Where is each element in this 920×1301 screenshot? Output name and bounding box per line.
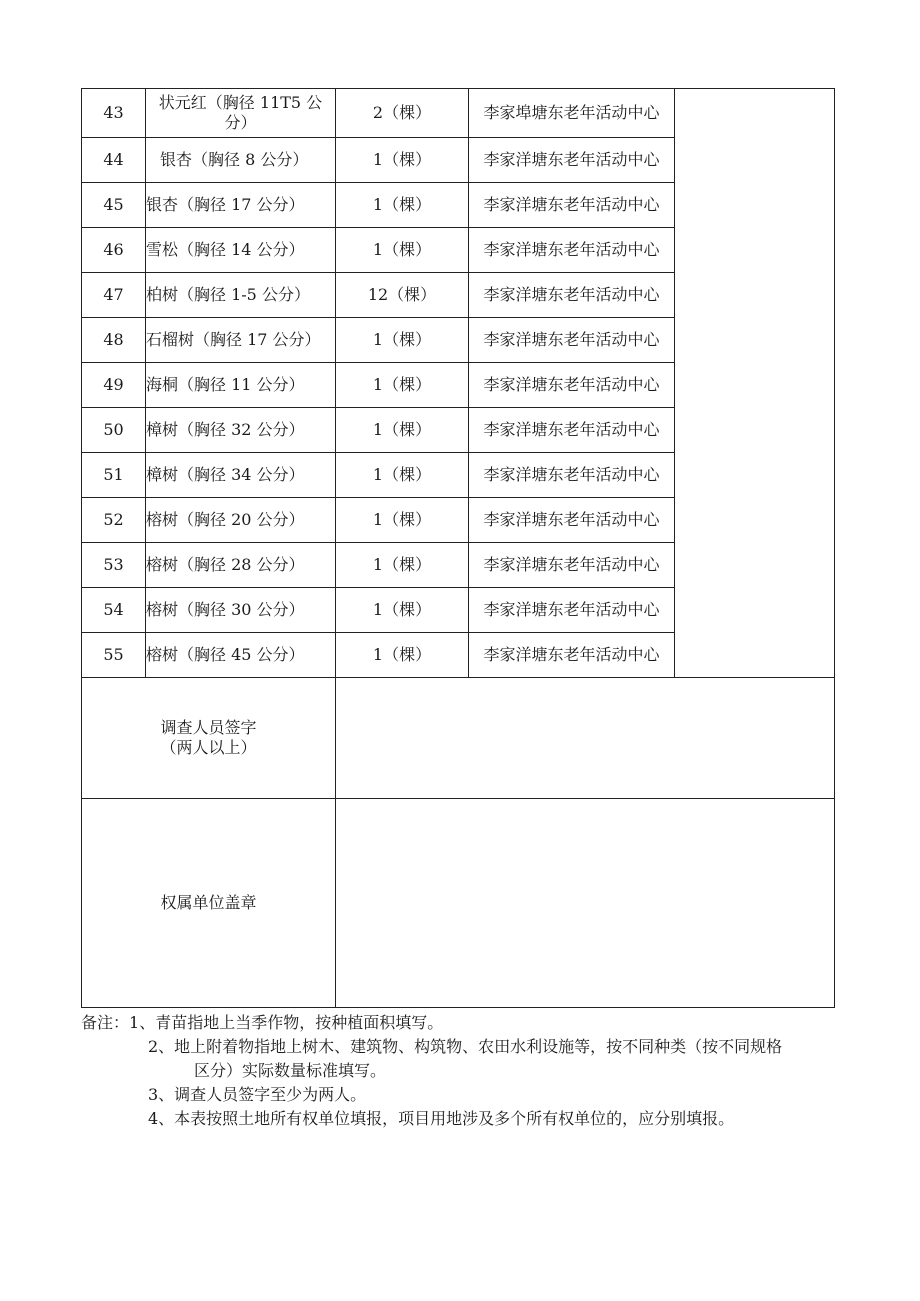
tree-quantity: 1（棵）	[336, 498, 469, 543]
tree-location: 李家洋塘东老年活动中心	[469, 363, 675, 408]
note-1: 1、青苗指地上当季作物，按种植面积填写。	[129, 1013, 444, 1032]
note-2-continued: 区分）实际数量标准填写。	[194, 1061, 387, 1080]
tree-name: 樟树（胸径 34 公分）	[146, 453, 336, 498]
note-line-1	[81, 1011, 841, 1035]
tree-location: 李家洋塘东老年活动中心	[469, 453, 675, 498]
tree-quantity: 1（棵）	[336, 138, 469, 183]
tree-quantity: 1（棵）	[336, 588, 469, 633]
tree-name: 榕树（胸径 28 公分）	[146, 543, 336, 588]
tree-name: 柏树（胸径 1-5 公分）	[146, 273, 336, 318]
tree-name: 雪松（胸径 14 公分）	[146, 228, 336, 273]
remark-cell	[675, 89, 835, 678]
tree-location: 李家洋塘东老年活动中心	[469, 273, 675, 318]
row-number: 51	[82, 453, 146, 498]
surveyor-signature-label	[82, 678, 336, 799]
tree-quantity: 1（棵）	[336, 453, 469, 498]
table-row	[82, 89, 835, 138]
tree-name: 银杏（胸径 17 公分）	[146, 183, 336, 228]
row-number: 52	[82, 498, 146, 543]
tree-name: 状元红（胸径 11T5 公分）	[146, 89, 336, 138]
surveyor-signature-row	[82, 678, 835, 799]
surveyor-signature-title: 调查人员签字	[160, 718, 257, 737]
row-number: 48	[82, 318, 146, 363]
surveyor-signature-area[interactable]	[336, 678, 835, 799]
tree-name: 榕树（胸径 45 公分）	[146, 633, 336, 678]
tree-quantity: 1（棵）	[336, 408, 469, 453]
tree-location: 李家洋塘东老年活动中心	[469, 318, 675, 363]
surveyor-signature-note: （两人以上）	[160, 738, 257, 757]
tree-location: 李家洋塘东老年活动中心	[469, 498, 675, 543]
row-number: 54	[82, 588, 146, 633]
tree-location: 李家洋塘东老年活动中心	[469, 138, 675, 183]
tree-name: 榕树（胸径 30 公分）	[146, 588, 336, 633]
note-3: 3、调查人员签字至少为两人。	[148, 1085, 367, 1104]
tree-location: 李家洋塘东老年活动中心	[469, 408, 675, 453]
row-number: 46	[82, 228, 146, 273]
tree-location: 李家洋塘东老年活动中心	[469, 183, 675, 228]
tree-quantity: 1（棵）	[336, 318, 469, 363]
tree-name: 银杏（胸径 8 公分）	[146, 138, 336, 183]
row-number: 53	[82, 543, 146, 588]
tree-location: 李家洋塘东老年活动中心	[469, 543, 675, 588]
row-number: 43	[82, 89, 146, 138]
inventory-sheet	[81, 88, 835, 1008]
tree-quantity: 1（棵）	[336, 633, 469, 678]
tree-quantity: 2（棵）	[336, 89, 469, 138]
tree-quantity: 12（棵）	[336, 273, 469, 318]
owner-seal-label: 权属单位盖章	[82, 799, 336, 1008]
tree-quantity: 1（棵）	[336, 363, 469, 408]
tree-quantity: 1（棵）	[336, 228, 469, 273]
row-number: 47	[82, 273, 146, 318]
tree-name: 石榴树（胸径 17 公分）	[146, 318, 336, 363]
owner-seal-row	[82, 799, 835, 1008]
row-number: 44	[82, 138, 146, 183]
tree-location: 李家洋塘东老年活动中心	[469, 588, 675, 633]
notes-prefix: 备注：	[81, 1013, 130, 1032]
tree-location: 李家埠塘东老年活动中心	[469, 89, 675, 138]
tree-name: 海桐（胸径 11 公分）	[146, 363, 336, 408]
tree-location: 李家洋塘东老年活动中心	[469, 633, 675, 678]
tree-name: 榕树（胸径 20 公分）	[146, 498, 336, 543]
row-number: 50	[82, 408, 146, 453]
row-number: 55	[82, 633, 146, 678]
row-number: 49	[82, 363, 146, 408]
tree-location: 李家洋塘东老年活动中心	[469, 228, 675, 273]
tree-quantity: 1（棵）	[336, 543, 469, 588]
row-number: 45	[82, 183, 146, 228]
tree-quantity: 1（棵）	[336, 183, 469, 228]
owner-seal-area[interactable]	[336, 799, 835, 1008]
tree-name: 樟树（胸径 32 公分）	[146, 408, 336, 453]
attachment-inventory-table	[81, 88, 835, 1008]
note-2: 2、地上附着物指地上树木、建筑物、构筑物、农田水利设施等，按不同种类（按不同规格	[148, 1037, 783, 1056]
remarks-section	[81, 1011, 841, 1131]
note-4: 4、本表按照土地所有权单位填报，项目用地涉及多个所有权单位的，应分别填报。	[148, 1109, 735, 1128]
